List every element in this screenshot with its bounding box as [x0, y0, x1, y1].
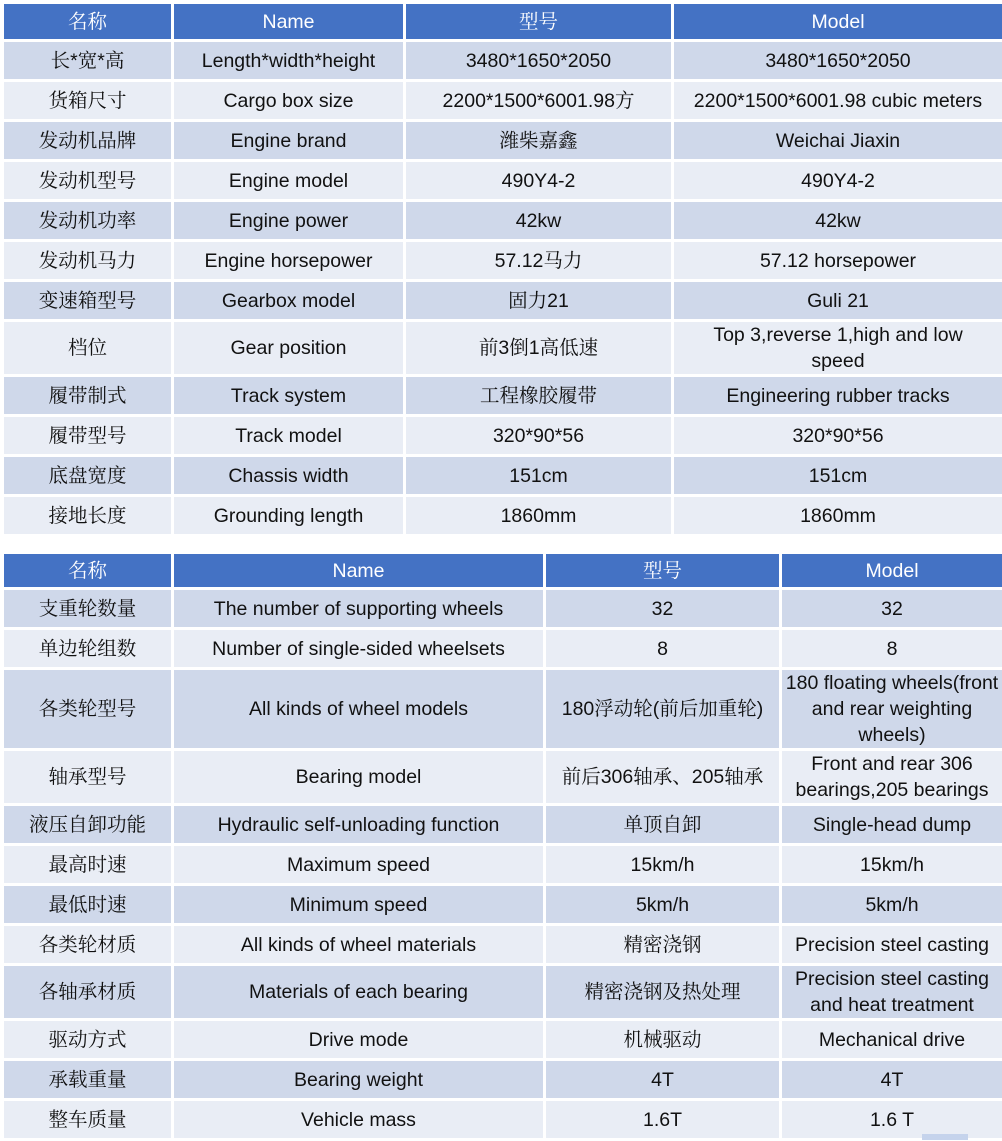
- cell-en-name: Length*width*height: [174, 42, 406, 82]
- cell-cn-model: 前3倒1高低速: [406, 322, 674, 377]
- cell-en-model: 151cm: [674, 457, 1002, 497]
- table-row: [4, 417, 1002, 457]
- cell-en-model: 320*90*56: [674, 417, 1002, 457]
- table-row: [4, 82, 1002, 122]
- cell-cn-model: 180浮动轮(前后加重轮): [546, 670, 782, 751]
- table-header-row: [4, 4, 1002, 42]
- cell-cn-name: 各类轮材质: [4, 926, 174, 966]
- table-row: [4, 846, 1002, 886]
- cell-en-model: 15km/h: [782, 846, 1002, 886]
- cell-en-name: Engine power: [174, 202, 406, 242]
- cell-en-name: Engine brand: [174, 122, 406, 162]
- header-en-name: Name: [174, 4, 406, 42]
- cell-en-model: Weichai Jiaxin: [674, 122, 1002, 162]
- cell-en-name: Gearbox model: [174, 282, 406, 322]
- table-row: [4, 457, 1002, 497]
- table-row: [4, 590, 1002, 630]
- table-row: [4, 806, 1002, 846]
- cell-cn-model: 工程橡胶履带: [406, 377, 674, 417]
- header-cn-name: 名称: [4, 4, 174, 42]
- table-row: [4, 751, 1002, 806]
- table-row: [4, 1061, 1002, 1101]
- table-row: [4, 497, 1002, 537]
- cell-en-model: 4T: [782, 1061, 1002, 1101]
- cell-cn-name: 发动机功率: [4, 202, 174, 242]
- cell-cn-model: 精密浇钢及热处理: [546, 966, 782, 1021]
- cell-cn-name: 整车质量: [4, 1101, 174, 1141]
- cell-en-model: Top 3,reverse 1,high and low speed: [674, 322, 1002, 377]
- cell-cn-name: 发动机品牌: [4, 122, 174, 162]
- cell-cn-name: 驱动方式: [4, 1021, 174, 1061]
- cell-cn-model: 8: [546, 630, 782, 670]
- cell-cn-model: 潍柴嘉鑫: [406, 122, 674, 162]
- cell-cn-name: 最高时速: [4, 846, 174, 886]
- cell-cn-model: 前后306轴承、205轴承: [546, 751, 782, 806]
- cell-en-name: Track system: [174, 377, 406, 417]
- cell-cn-name: 接地长度: [4, 497, 174, 537]
- cell-cn-model: 151cm: [406, 457, 674, 497]
- cell-cn-model: 精密浇钢: [546, 926, 782, 966]
- cell-cn-name: 变速箱型号: [4, 282, 174, 322]
- cell-cn-model: 固力21: [406, 282, 674, 322]
- cell-cn-name: 支重轮数量: [4, 590, 174, 630]
- cell-cn-model: 机械驱动: [546, 1021, 782, 1061]
- table-row: [4, 162, 1002, 202]
- table-header-row: [4, 554, 1002, 590]
- engine-spec-table: [4, 4, 1002, 537]
- cell-en-model: 42kw: [674, 202, 1002, 242]
- table-row: [4, 886, 1002, 926]
- cell-cn-name: 发动机型号: [4, 162, 174, 202]
- cell-en-model: 1860mm: [674, 497, 1002, 537]
- table-row: [4, 1101, 1002, 1141]
- table-row: [4, 202, 1002, 242]
- table-row: [4, 42, 1002, 82]
- cell-en-name: Engine horsepower: [174, 242, 406, 282]
- cell-cn-name: 货箱尺寸: [4, 82, 174, 122]
- decorative-corner-bar: [922, 1134, 968, 1140]
- cell-cn-name: 最低时速: [4, 886, 174, 926]
- cell-en-model: 2200*1500*6001.98 cubic meters: [674, 82, 1002, 122]
- cell-en-model: Precision steel casting: [782, 926, 1002, 966]
- cell-en-model: Guli 21: [674, 282, 1002, 322]
- cell-cn-model: 1860mm: [406, 497, 674, 537]
- cell-en-model: 180 floating wheels(front and rear weighting wheels): [782, 670, 1002, 751]
- cell-cn-model: 32: [546, 590, 782, 630]
- cell-cn-model: 3480*1650*2050: [406, 42, 674, 82]
- cell-en-model: 1.6 T: [782, 1101, 1002, 1141]
- table-row: [4, 322, 1002, 377]
- cell-en-name: Chassis width: [174, 457, 406, 497]
- cell-en-model: 57.12 horsepower: [674, 242, 1002, 282]
- cell-cn-name: 液压自卸功能: [4, 806, 174, 846]
- cell-en-name: Materials of each bearing: [174, 966, 546, 1021]
- header-cn-name: 名称: [4, 554, 174, 590]
- cell-en-name: Bearing model: [174, 751, 546, 806]
- cell-cn-model: 5km/h: [546, 886, 782, 926]
- cell-en-model: 3480*1650*2050: [674, 42, 1002, 82]
- header-en-name: Name: [174, 554, 546, 590]
- cell-cn-model: 2200*1500*6001.98方: [406, 82, 674, 122]
- table-row: [4, 1021, 1002, 1061]
- cell-cn-model: 320*90*56: [406, 417, 674, 457]
- cell-cn-name: 各轴承材质: [4, 966, 174, 1021]
- cell-en-model: Precision steel casting and heat treatment: [782, 966, 1002, 1021]
- cell-en-name: Maximum speed: [174, 846, 546, 886]
- cell-en-name: Gear position: [174, 322, 406, 377]
- cell-cn-model: 单顶自卸: [546, 806, 782, 846]
- cell-en-name: Hydraulic self-unloading function: [174, 806, 546, 846]
- cell-en-name: Engine model: [174, 162, 406, 202]
- cell-cn-model: 15km/h: [546, 846, 782, 886]
- cell-en-name: Grounding length: [174, 497, 406, 537]
- cell-en-name: All kinds of wheel materials: [174, 926, 546, 966]
- cell-cn-name: 承载重量: [4, 1061, 174, 1101]
- cell-cn-name: 底盘宽度: [4, 457, 174, 497]
- cell-en-model: Mechanical drive: [782, 1021, 1002, 1061]
- table-row: [4, 926, 1002, 966]
- header-en-model: Model: [674, 4, 1002, 42]
- cell-cn-model: 42kw: [406, 202, 674, 242]
- header-cn-model: 型号: [406, 4, 674, 42]
- cell-en-model: 5km/h: [782, 886, 1002, 926]
- cell-en-name: Track model: [174, 417, 406, 457]
- cell-cn-name: 履带制式: [4, 377, 174, 417]
- cell-en-model: Single-head dump: [782, 806, 1002, 846]
- cell-cn-name: 轴承型号: [4, 751, 174, 806]
- cell-en-name: Cargo box size: [174, 82, 406, 122]
- cell-en-name: Number of single-sided wheelsets: [174, 630, 546, 670]
- table-row: [4, 282, 1002, 322]
- cell-en-model: 490Y4-2: [674, 162, 1002, 202]
- cell-en-model: Front and rear 306 bearings,205 bearings: [782, 751, 1002, 806]
- wheel-spec-table: [4, 554, 1002, 1141]
- cell-cn-model: 4T: [546, 1061, 782, 1101]
- cell-en-model: Engineering rubber tracks: [674, 377, 1002, 417]
- cell-en-name: Drive mode: [174, 1021, 546, 1061]
- table-row: [4, 122, 1002, 162]
- cell-cn-name: 发动机马力: [4, 242, 174, 282]
- cell-cn-model: 1.6T: [546, 1101, 782, 1141]
- cell-cn-name: 履带型号: [4, 417, 174, 457]
- table-row: [4, 242, 1002, 282]
- cell-en-name: Vehicle mass: [174, 1101, 546, 1141]
- cell-en-name: Minimum speed: [174, 886, 546, 926]
- table-row: [4, 966, 1002, 1021]
- table-row: [4, 377, 1002, 417]
- cell-en-model: 32: [782, 590, 1002, 630]
- cell-en-name: The number of supporting wheels: [174, 590, 546, 630]
- cell-en-model: 8: [782, 630, 1002, 670]
- cell-cn-name: 单边轮组数: [4, 630, 174, 670]
- cell-cn-model: 490Y4-2: [406, 162, 674, 202]
- header-cn-model: 型号: [546, 554, 782, 590]
- cell-cn-name: 长*宽*高: [4, 42, 174, 82]
- cell-cn-name: 档位: [4, 322, 174, 377]
- header-en-model: Model: [782, 554, 1002, 590]
- cell-en-name: Bearing weight: [174, 1061, 546, 1101]
- table-row: [4, 670, 1002, 751]
- table-row: [4, 630, 1002, 670]
- cell-cn-model: 57.12马力: [406, 242, 674, 282]
- cell-cn-name: 各类轮型号: [4, 670, 174, 751]
- cell-en-name: All kinds of wheel models: [174, 670, 546, 751]
